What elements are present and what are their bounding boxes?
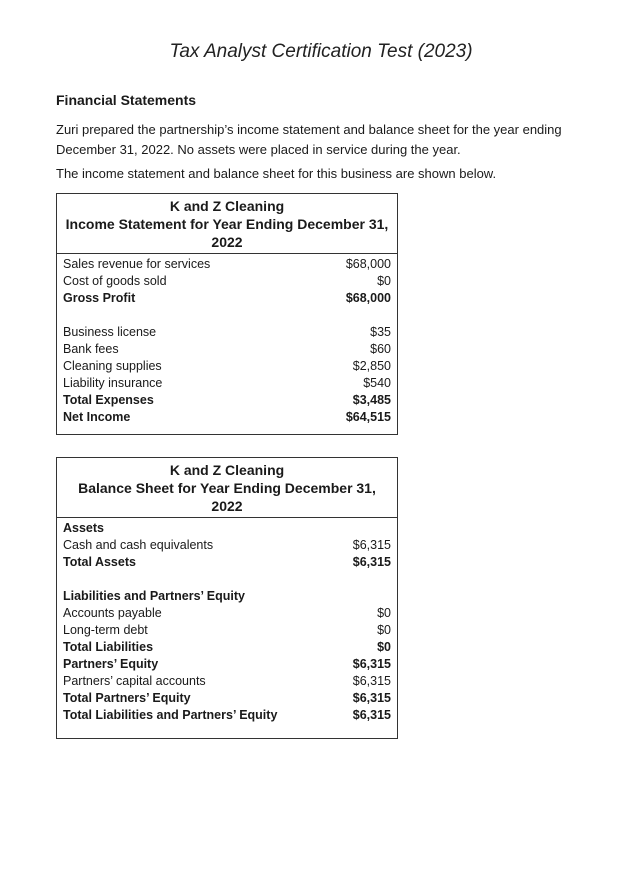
row-amount: $6,315: [352, 674, 391, 688]
assets-header: Assets: [63, 521, 104, 535]
table-row: [63, 273, 391, 290]
spacer: [63, 307, 391, 324]
intro-line: The income statement and balance sheet for this business are shown below.: [56, 166, 497, 181]
table-row: [63, 707, 391, 724]
row-label: Long-term debt: [63, 623, 148, 637]
table-row: [63, 605, 391, 622]
row-amount: $6,315: [352, 708, 391, 722]
table-row: [63, 256, 391, 273]
row-amount: $0: [377, 606, 391, 620]
table-row: [63, 622, 391, 639]
statement-title: Income Statement for Year Ending December 31,: [65, 216, 389, 232]
row-amount: $0: [377, 640, 391, 654]
row-amount: $6,315: [352, 657, 391, 671]
balance-sheet-body: [57, 518, 397, 738]
row-label: Total Liabilities: [63, 640, 154, 654]
table-row: [63, 392, 391, 409]
table-row: [63, 375, 391, 392]
row-amount: $0: [377, 623, 391, 637]
table-row: [63, 409, 391, 426]
row-amount: $64,515: [345, 410, 391, 424]
income-statement-header: [57, 194, 397, 254]
row-label: Sales revenue for services: [63, 257, 211, 271]
statement-title: Balance Sheet for Year Ending December 31,: [78, 480, 376, 496]
row-amount: $6,315: [352, 538, 391, 552]
balance-sheet-header: [57, 458, 397, 518]
row-label: Cash and cash equivalents: [63, 538, 214, 552]
row-amount: $35: [370, 325, 391, 339]
row-label: Cleaning supplies: [63, 359, 162, 373]
company-name: K and Z Cleaning: [169, 462, 285, 478]
row-amount: $540: [363, 376, 391, 390]
row-amount: $6,315: [352, 691, 391, 705]
row-label: Total Partners’ Equity: [63, 691, 191, 705]
statement-year: 2022: [211, 234, 243, 250]
row-amount: $3,485: [352, 393, 391, 407]
row-amount: $68,000: [345, 291, 391, 305]
table-row: [63, 324, 391, 341]
income-statement-body: [57, 254, 397, 434]
row-label: Net Income: [63, 410, 131, 424]
row-label: Accounts payable: [63, 606, 162, 620]
table-row: [63, 656, 391, 673]
table-row: [63, 554, 391, 571]
row-amount: $2,850: [352, 359, 391, 373]
row-amount: $68,000: [345, 257, 391, 271]
row-label: Bank fees: [63, 342, 119, 356]
table-row: [63, 639, 391, 656]
intro-paragraph: Zuri prepared the partnership’s income statement and balance sheet for the year ending December 31, 2022. No assets were placed in service during the year.: [56, 122, 562, 157]
row-amount: $0: [377, 274, 391, 288]
table-row: [63, 690, 391, 707]
table-row: [63, 537, 391, 554]
row-label: Business license: [63, 325, 157, 339]
table-row: [63, 290, 391, 307]
liabilities-header: Liabilities and Partners’ Equity: [63, 589, 245, 603]
row-amount: $6,315: [352, 555, 391, 569]
row-label: Cost of goods sold: [63, 274, 167, 288]
row-label: Total Assets: [63, 555, 136, 569]
row-amount: $60: [370, 342, 391, 356]
section-heading: Financial Statements: [56, 92, 197, 108]
balance-sheet-table: [56, 457, 398, 739]
table-row: [63, 341, 391, 358]
row-label: Partners’ capital accounts: [63, 674, 206, 688]
row-label: Liability insurance: [63, 376, 163, 390]
page-title: Tax Analyst Certification Test (2023): [169, 41, 473, 62]
spacer: [63, 571, 391, 588]
row-label: Total Expenses: [63, 393, 154, 407]
table-row: [63, 358, 391, 375]
table-row: [63, 673, 391, 690]
company-name: K and Z Cleaning: [169, 198, 285, 214]
statement-year: 2022: [211, 498, 243, 514]
income-statement-table: [56, 193, 398, 435]
row-label: Total Liabilities and Partners’ Equity: [63, 708, 278, 722]
row-label: Gross Profit: [63, 291, 136, 305]
row-label: Partners’ Equity: [63, 657, 159, 671]
